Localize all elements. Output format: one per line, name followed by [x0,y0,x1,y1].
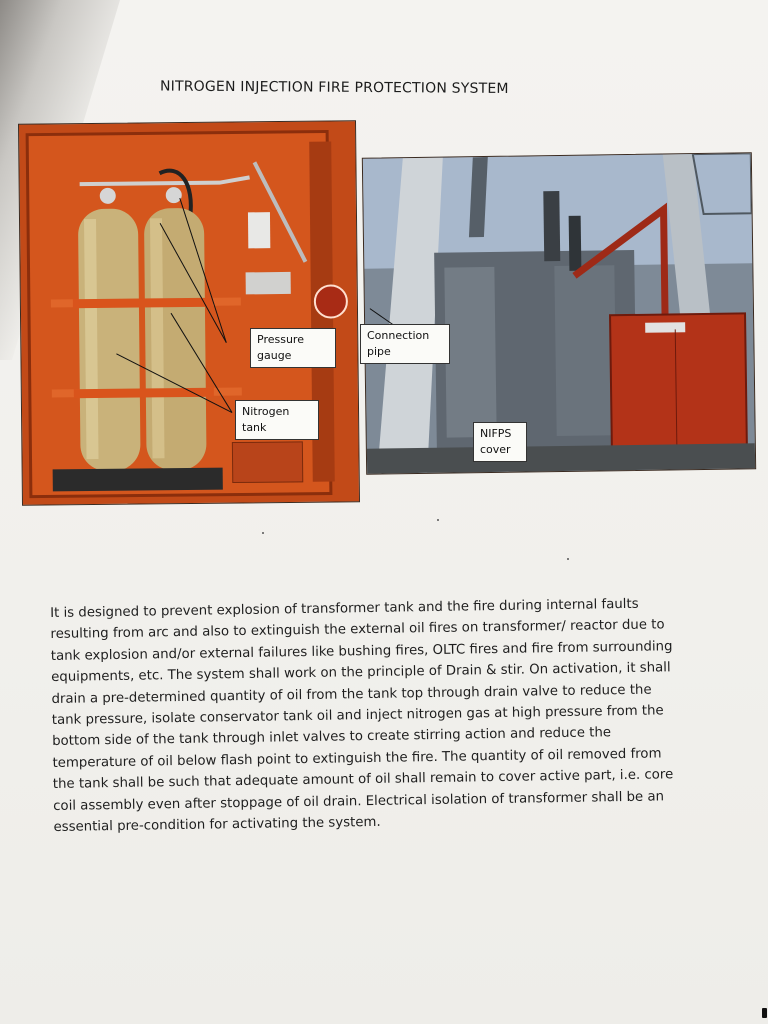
paper-speck [437,519,439,521]
paper-speck [567,558,569,560]
paragraph-line: coil assembly even after stoppage of oil drain. Electrical isolation of transformer shall be an [53,789,665,814]
paragraph-line: temperature of oil below flash point to extinguish the fire. The quantity of oil removed from [52,746,662,771]
transformer-illustration [363,153,755,473]
connection-pipe-label: Connection pipe [360,324,450,364]
paper-speck [262,532,264,534]
paragraph-line: essential pre-condition for activating the system. [53,814,381,836]
paragraph-line: bottom side of the tank through inlet valves to create stirring action and reduce the [52,725,612,750]
paragraph-line: tank explosion and/or external failures like bushing fires, OLTC fires and fire from surrounding [50,639,673,664]
description-paragraph [50,593,719,839]
nifps-cover-label: NIFPS cover [473,422,527,462]
paragraph-line: the tank shall be such that adequate amount of oil shall remain to cover active part, i.e. core [52,767,674,793]
paragraph-line: It is designed to prevent explosion of transformer tank and the fire during internal faults [50,596,639,621]
paragraph-line: tank pressure, isolate conservator tank oil and inject nitrogen gas at high pressure from the [51,703,664,729]
paragraph-line: equipments, etc. The system shall work on the principle of Drain & stir. On activation, it shall [51,660,671,686]
transformer-photo [362,152,756,474]
nitrogen-cabinet-photo [18,120,360,506]
nitrogen-cabinet-illustration [19,121,359,504]
pressure-gauge-label: Pressure gauge [250,328,336,368]
document-title: NITROGEN INJECTION FIRE PROTECTION SYSTEM [159,78,509,97]
paragraph-line: resulting from arc and also to extinguish the external oil fires on transformer/ reactor due to [50,617,665,643]
page-corner-mark [762,1008,767,1018]
nitrogen-tank-label: Nitrogen tank [235,400,319,440]
paragraph-line: drain a pre-determined quantity of oil from the tank top through drain valve to reduce the [51,682,652,707]
